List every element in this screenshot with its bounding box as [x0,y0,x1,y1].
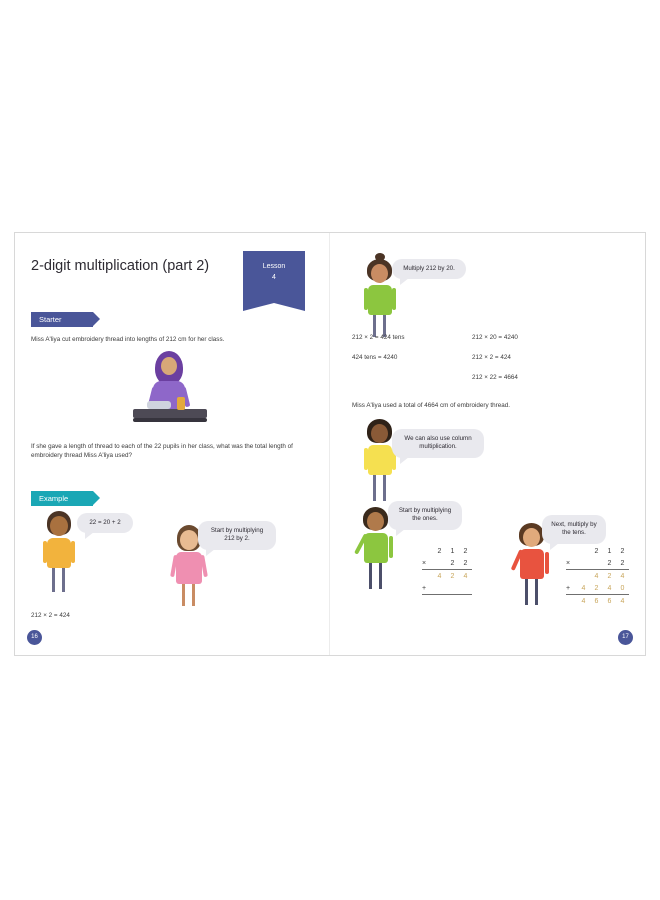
digit: 0 [620,584,625,592]
pupil-1-head [50,516,68,536]
thread-spool [177,397,185,410]
digit: 2 [607,559,612,567]
teacher-head [161,357,177,375]
section-banner-example: Example [31,491,93,506]
pupil-5-body [364,533,388,563]
pupil-3-arm-right [392,288,396,310]
digit [433,595,446,608]
working-line-5: 212 × 22 = 4664 [472,374,518,381]
digit [590,557,603,570]
bubble-next-tens: Next, multiply by the tens. [542,515,606,544]
pupil-6-leg-right [535,579,538,605]
pupil-1-arm-right [71,541,75,563]
digit [577,545,590,557]
working-line-4: 212 × 2 = 424 [472,354,511,361]
bubble-start-with-ones: Start by multiplying the ones. [388,501,462,530]
bubble-tail [396,529,405,536]
digit: 2 [620,547,625,555]
pupil-4-leg-right [383,475,386,501]
pupil-1-body [47,538,71,568]
digit: 4 [616,570,629,583]
bubble-tail [550,543,559,550]
op: × [422,559,427,567]
digit: 2 [594,584,599,592]
pupil-3-body [368,285,392,315]
column-sum-2-row-2 [566,557,629,570]
working-line-1: 212 × 2 = 424 tens [352,334,405,341]
bubble-column-multiplication: We can also use column multiplication. [392,429,484,458]
digit: 2 [603,570,616,583]
pupil-2-leg-left [182,584,185,606]
column-sum-2-row-1 [566,545,629,557]
digit: 4 [616,595,629,608]
pupil-3-arm-left [364,288,368,310]
book-page-left [15,233,330,655]
column-sum-2 [566,545,629,607]
digit: 6 [603,595,616,608]
op [566,570,577,583]
working-line-2: 424 tens = 4240 [352,354,398,361]
column-sum-1-row-5 [422,595,472,608]
bubble-start-multiplying: Start by multiplying 212 by 2. [198,521,276,550]
digit: 1 [607,547,612,555]
pupil-2-head [180,530,198,550]
pupil-6-leg-left [525,579,528,605]
digit [577,570,590,583]
digit [459,582,472,595]
op: + [566,584,571,592]
equation-212-times-2: 212 × 2 = 424 [31,612,70,619]
bubble-tail [400,457,409,464]
column-sum-1-row-1 [422,545,472,557]
digit [446,582,459,595]
pupil-6-body [520,549,544,579]
digit: 2 [450,559,455,567]
op [422,545,433,557]
op: × [566,559,571,567]
column-sum-1-row-2 [422,557,472,570]
page-title: 2-digit multiplication (part 2) [31,258,210,274]
pupil-4-head [371,424,388,443]
pupil-5-head [367,512,384,531]
op [566,595,577,608]
op [566,545,577,557]
digit: 2 [446,570,459,583]
table-surface [133,409,207,418]
pupil-2-body [176,552,202,584]
op [422,595,433,608]
lesson-badge-label: Lesson [262,263,286,270]
pupil-3-head [371,264,388,283]
badge-notch [243,303,305,311]
digit [433,582,446,595]
op: + [422,584,427,592]
pupil-6-head [523,528,540,547]
digit [459,595,472,608]
pupil-2-leg-right [192,584,195,606]
starter-text: Miss A'liya cut embroidery thread into lengths of 212 cm for her class. [31,336,225,343]
digit: 2 [594,547,599,555]
pupil-5-leg-right [379,563,382,589]
digit: 4 [433,570,446,583]
digit: 4 [590,570,603,583]
illustration-teacher-at-table [125,351,215,436]
book-page-right [330,233,645,655]
section-banner-starter: Starter [31,312,93,327]
book-spread [14,232,646,656]
column-sum-1-row-3 [422,570,472,583]
digit: 2 [620,559,625,567]
bubble-tail [206,549,215,556]
pupil-5-leg-left [369,563,372,589]
digit [577,557,590,570]
digit: 4 [581,584,586,592]
digit: 2 [463,547,468,555]
column-sum-2-row-5 [566,595,629,608]
bubble-22-split: 22 = 20 + 2 [77,513,133,533]
lesson-badge [243,251,305,303]
pupil-1-leg-right [62,568,65,592]
pupil-4-body [368,445,392,475]
pupil-1-leg-left [52,568,55,592]
digit: 4 [577,595,590,608]
column-sum-2-row-3 [566,570,629,583]
thread-bundle [147,401,171,409]
digit: 1 [450,547,455,555]
pupil-5-arm-right [389,536,393,558]
starter-question: If she gave a length of thread to each of the 22 pupils in her class, what was the total length of embroidery thread Miss A'liya used? [31,443,293,460]
bubble-tail [400,278,409,285]
table-edge [133,418,207,422]
bubble-tail [85,532,94,539]
pupil-6-arm-right [545,552,549,574]
bubble-multiply-by-20: Multiply 212 by 20. [392,259,466,279]
lesson-badge-number: 4 [272,273,276,281]
digit [446,595,459,608]
conclusion-text: Miss A'liya used a total of 4664 cm of embroidery thread. [352,402,511,409]
digit: 2 [463,559,468,567]
pupil-4-arm-left [364,448,368,470]
digit: 2 [437,547,442,555]
pupil-4-leg-left [373,475,376,501]
page-number-right: 17 [618,630,633,645]
pupil-1-arm-left [43,541,47,563]
digit: 6 [590,595,603,608]
character-pupil-1 [37,511,81,597]
digit: 4 [607,584,612,592]
column-sum-1 [422,545,472,607]
column-sum-2-row-4 [566,582,629,595]
column-sum-1-row-4 [422,582,472,595]
digit [433,557,446,570]
page-number-left: 16 [27,630,42,645]
op [422,570,433,583]
digit: 4 [459,570,472,583]
working-line-3: 212 × 20 = 4240 [472,334,518,341]
